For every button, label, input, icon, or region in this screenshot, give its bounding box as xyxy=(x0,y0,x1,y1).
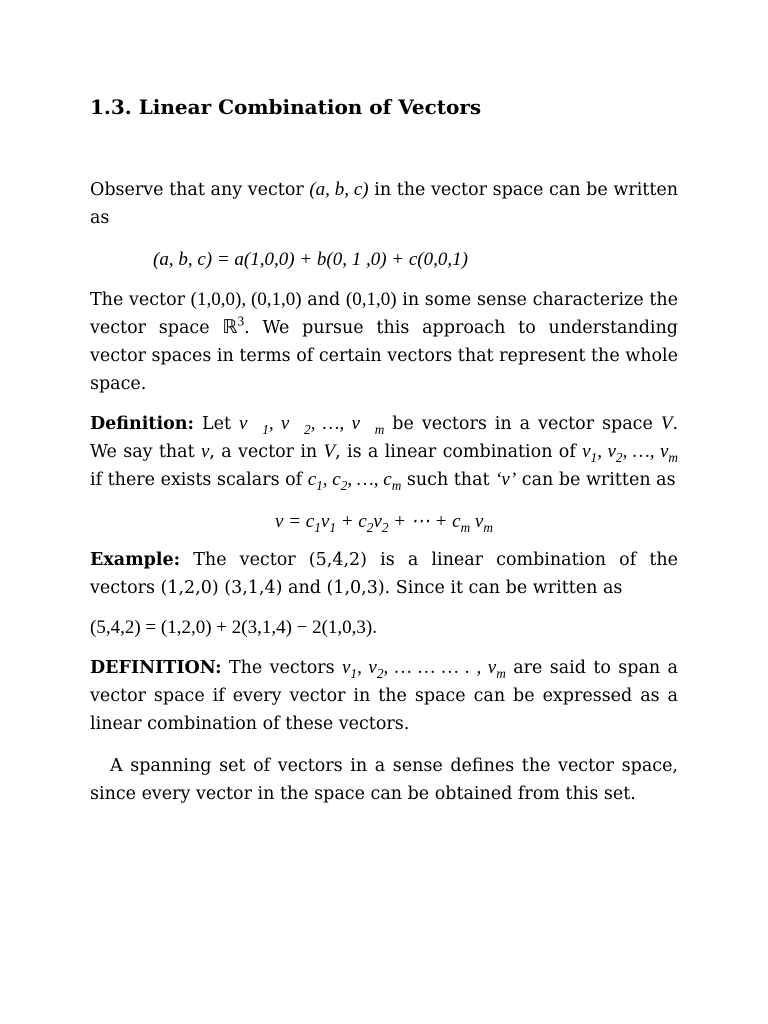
basis-text-3: . We pursue this approach to understanding vector spaces in terms of certain vectors that represent the whole space. xyxy=(90,318,678,394)
def-text-3: . We say that xyxy=(90,414,679,462)
eq2-sub-vm: m xyxy=(483,519,493,535)
scalar-c2: , c xyxy=(322,469,341,490)
sub-2: 2 xyxy=(304,421,311,437)
eq2-sub-cm: m xyxy=(460,519,471,535)
definition-linear-combination xyxy=(90,410,678,494)
intro-text-before: Observe that any vector xyxy=(90,180,310,200)
vector-v: v xyxy=(200,441,210,462)
scalar-c1: c xyxy=(307,469,317,490)
quoted-v: ‘v’ xyxy=(495,469,517,490)
def2-v2: , v xyxy=(357,657,377,678)
def2-vm: , … … … . , v xyxy=(383,657,497,678)
def2-v1: v xyxy=(341,657,351,678)
def-vector-list xyxy=(239,413,385,437)
basis-text-1: The vector xyxy=(90,290,191,310)
eq2-vm: v xyxy=(470,511,484,532)
plain-v2: , v xyxy=(597,441,616,462)
paragraph-standard-basis xyxy=(90,286,678,398)
def2-sub-m: m xyxy=(496,665,506,681)
definition2-label: DEFINITION: xyxy=(90,658,222,678)
section-title: 1.3. Linear Combination of Vectors xyxy=(90,95,482,119)
paragraph-intro xyxy=(90,176,678,232)
sub-m: m xyxy=(374,421,385,437)
example-text: The vector (5,4,2) is a linear combination of the vectors (1,2,0) (3,1,4) and (1,0,3). Since it can be written as xyxy=(90,550,678,598)
space-V: V xyxy=(660,413,673,434)
real-symbol: ℝ xyxy=(222,317,238,338)
def-text-8: can be written as xyxy=(516,470,676,490)
basis-vector3-math: (0,1,0) xyxy=(345,289,397,310)
def-text-4: , a vector in xyxy=(209,442,324,462)
eq2-lhs: v = c xyxy=(275,511,315,532)
scalar-sub-m: m xyxy=(391,477,402,493)
def-text-2: be vectors in a vector space xyxy=(384,414,661,434)
eq2-term2: + c xyxy=(335,511,367,532)
plain-v1: v xyxy=(582,441,591,462)
plain-sub-m: m xyxy=(668,449,679,465)
eq2-termm: + ⋯ + c xyxy=(388,511,461,532)
def-text-1: Let xyxy=(194,414,240,434)
def2-sub-1: 1 xyxy=(350,665,358,681)
real-space-power: 3 xyxy=(237,313,245,329)
example-paragraph xyxy=(90,546,678,602)
eq2-sub-v1: 1 xyxy=(329,519,336,535)
def-text-6: if there exists scalars of xyxy=(90,470,308,490)
def-text-5: , is a linear combination of xyxy=(335,442,583,462)
space-V-2: V xyxy=(323,441,336,462)
scalar-sub-2: 2 xyxy=(340,477,348,493)
sub-1: 1 xyxy=(262,421,269,437)
basis-text-2: in some sense characterize the vector space xyxy=(90,290,678,338)
equation-linear-combination xyxy=(90,508,678,536)
plain-sub-2: 2 xyxy=(615,449,623,465)
example-label: Example: xyxy=(90,550,181,570)
definition-span xyxy=(90,654,678,738)
vec-v2: , v⃗ xyxy=(268,413,305,434)
def2-vector-list xyxy=(341,657,506,681)
equation-example: (5,4,2) = (1,2,0) + 2(3,1,4) − 2(1,0,3). xyxy=(90,617,378,638)
eq2-sub-c1: 1 xyxy=(314,519,321,535)
basis-text-and: and xyxy=(301,290,346,310)
intro-math-vector: (a, b, c) xyxy=(309,179,369,200)
vec-vm: , …, v⃗ xyxy=(310,413,375,434)
real-space-symbol xyxy=(222,313,245,338)
def-vectors-plain xyxy=(582,441,679,465)
def2-text-1: The vectors xyxy=(221,658,342,678)
def2-sub-2: 2 xyxy=(376,665,384,681)
def-scalars xyxy=(307,469,402,493)
basis-vectors-math: (1,0,0), (0,1,0) xyxy=(190,289,302,310)
paragraph-spanning-set: A spanning set of vectors in a sense defines the vector space, since every vector in the space can be obtained from this set. xyxy=(90,756,678,804)
eq2-v2: v xyxy=(373,511,382,532)
plain-vm: , …, v xyxy=(622,441,669,462)
plain-sub-1: 1 xyxy=(590,449,598,465)
scalar-sub-1: 1 xyxy=(316,477,323,493)
def-text-7: such that xyxy=(401,470,496,490)
scalar-cm: , …, c xyxy=(347,469,392,490)
def2-text-2: are said to span a vector space if every vector in the space can be expressed as a linear combination of these vectors. xyxy=(90,658,678,734)
definition-label: Definition: xyxy=(90,414,194,434)
vec-v1: v⃗ xyxy=(239,413,263,434)
eq2-sub-c2: 2 xyxy=(366,519,374,535)
eq2-v1: v xyxy=(320,511,330,532)
intro-text-after: in the vector space can be written as xyxy=(90,180,678,228)
equation-basis-expansion: (a, b, c) = a(1,0,0) + b(0, 1 ,0) + c(0,0,1) xyxy=(153,249,468,270)
eq2-sub-v2: 2 xyxy=(381,519,389,535)
